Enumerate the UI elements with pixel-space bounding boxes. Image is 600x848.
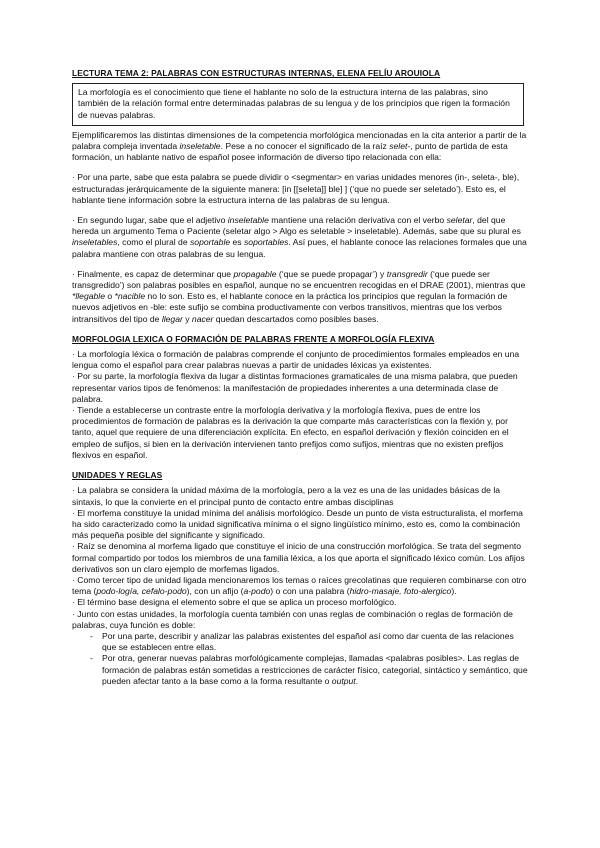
document-page <box>72 68 528 687</box>
unidades-paragraph-4: · Como tercer tipo de unidad ligada mencionaremos los temas o raíces grecolatinas que requieren combinarse con otro tema (podo-logía, cefalo-podo), con un afijo (a-podo) o con una palabra (hidro-masaje, foto-alergico). <box>72 574 527 597</box>
rules-list <box>72 631 528 687</box>
list-item: - Por una parte, describir y analizar las palabras existentes del español así como dar cuenta de las relaciones que se establecen entre ellas. <box>91 631 528 653</box>
morfologia-paragraph-3: · Tiende a establecerse un contraste entre la morfología derivativa y la morfología flexiva, pues de entre los procedimientos de formación de palabras es la derivación la que comparte más características con la flexión y, por tanto, aquel que requiere de una diferenciación explícita. En efecto, en español derivación y flexión coinciden en el empleo de sufijos, si bien en la derivación intervienen tanto prefijos como sufijos, mientras que no existen prefijos flexivos en español. <box>72 405 509 460</box>
unidades-paragraph-3: · Raíz se denomina al morfema ligado que constituye el inicio de una construcción morfológica. Se trata del segmento formal compartido por todos los miembros de una familia léxica, a los que aporta el significado léxico común. Los afijos derivativos son un claro ejemplo de morfemas ligados. <box>72 541 525 574</box>
point-segmentation: · Por una parte, sabe que esta palabra se puede dividir o <segmentar> en varias unidades menores (in-, seleta-, ble), estructuradas jerárquicamente de la siguiente manera: [in [[seleta]] ble] ] (‘que no puede ser seletado’). Esto es, el hablante tiene información sobre la estructura interna de las palabras de su lengua. <box>72 172 520 205</box>
unidades-paragraph-5: · El término base designa el elemento sobre el que se aplica un proceso morfológico. <box>72 597 397 608</box>
quote-box: La morfología es el conocimiento que tiene el hablante no solo de la estructura interna de las palabras, sino también de la relación formal entre determinadas palabras de su lengua y de los principios que rigen la formación de nuevas palabras. <box>72 83 524 126</box>
morfologia-paragraph-1: · La morfología léxica o formación de palabras comprende el conjunto de procedimientos formales empleados en una lengua como el español para crear palabras nuevas a partir de unidades léxicas ya existentes. <box>72 349 520 371</box>
unidades-paragraph-2: · El morfema constituye la unidad mínima del análisis morfológico. Desde un punto de vista estructuralista, el morfema ha sido caracterizado como la unidad significativa mínima o el signo lingüístico mínimo, esto es, como la combinación más pequeña posible del significante y significado. <box>72 507 523 541</box>
section-heading-unidades: UNIDADES Y REGLAS <box>72 470 163 481</box>
point-derivation: · En segundo lugar, sabe que el adjetivo inseletable mantiene una relación derivativa con el verbo seletar, del que hereda un argumento Tema o Paciente (seletar algo > Algo es seletable > inseletable). Además, sabe que su plural es inseletables, como el plural de soportable es soportables. Así pues, el hablante conoce las relaciones formales que una palabra mantiene con otras palabras de su lengua. <box>72 215 527 259</box>
morfologia-paragraph-2: · Por su parte, la morfología flexiva da lugar a distintas formaciones gramaticales de una misma palabra, que pueden representar varios tipos de fenómenos: la manifestación de propiedades inherentes a una determinada clase de palabra. <box>72 371 518 404</box>
intro-paragraph: Ejemplificaremos las distintas dimensiones de la competencia morfológica mencionadas en la cita anterior a partir de la palabra compleja inventada inseletable. Pese a no conocer el significado de la raíz selet-, punto de partida de esta formación, un hablante nativo de español posee información de diverso tipo relacionada con ella: <box>72 129 527 163</box>
page-title: LECTURA TEMA 2: PALABRAS CON ESTRUCTURAS INTERNAS, ELENA FELÍU AROUIOLA <box>72 68 441 78</box>
list-item: - Por otra, generar nuevas palabras morfológicamente complejas, llamadas <palabras posibles>. Las reglas de formación de palabras están sometidas a restricciones de carácter físico, categorial, sintáctico y semántico, que pueden afectar tanto a la base como a la forma resultante o output. <box>91 653 528 687</box>
unidades-paragraph-1: · La palabra se considera la unidad máxima de la morfología, pero a la vez es una de las unidades básicas de la sintaxis, lo que la convierte en el principal punto de contacto entre ambas disciplinas <box>72 485 501 507</box>
point-possible-words: · Finalmente, es capaz de determinar que propagable (‘que se puede propagar’) y transgredir (‘que puede ser transgredido’) son palabras posibles en español, aunque no se encuentren recogidas en el DRAE (2001), mientras que *llegable o *nacible no lo son. Esto es, el hablante conoce en la práctica los principios que regulan la formación de nuevos adjetivos en -ble: este sufijo se combina productivamente con verbos transitivos, mientras que los verbos intransitivos del tipo de llegar y nacer quedan descartados como posibles bases. <box>72 268 526 324</box>
unidades-paragraph-6: · Junto con estas unidades, la morfología cuenta también con unas reglas de combinación o reglas de formación de palabras, cuya función es doble: <box>72 608 513 630</box>
section-heading-morfologia: MORFOLOGIA LEXICA O FORMACIÓN DE PALABRAS FRENTE A MORFOLOGÍA FLEXIVA <box>72 333 435 344</box>
